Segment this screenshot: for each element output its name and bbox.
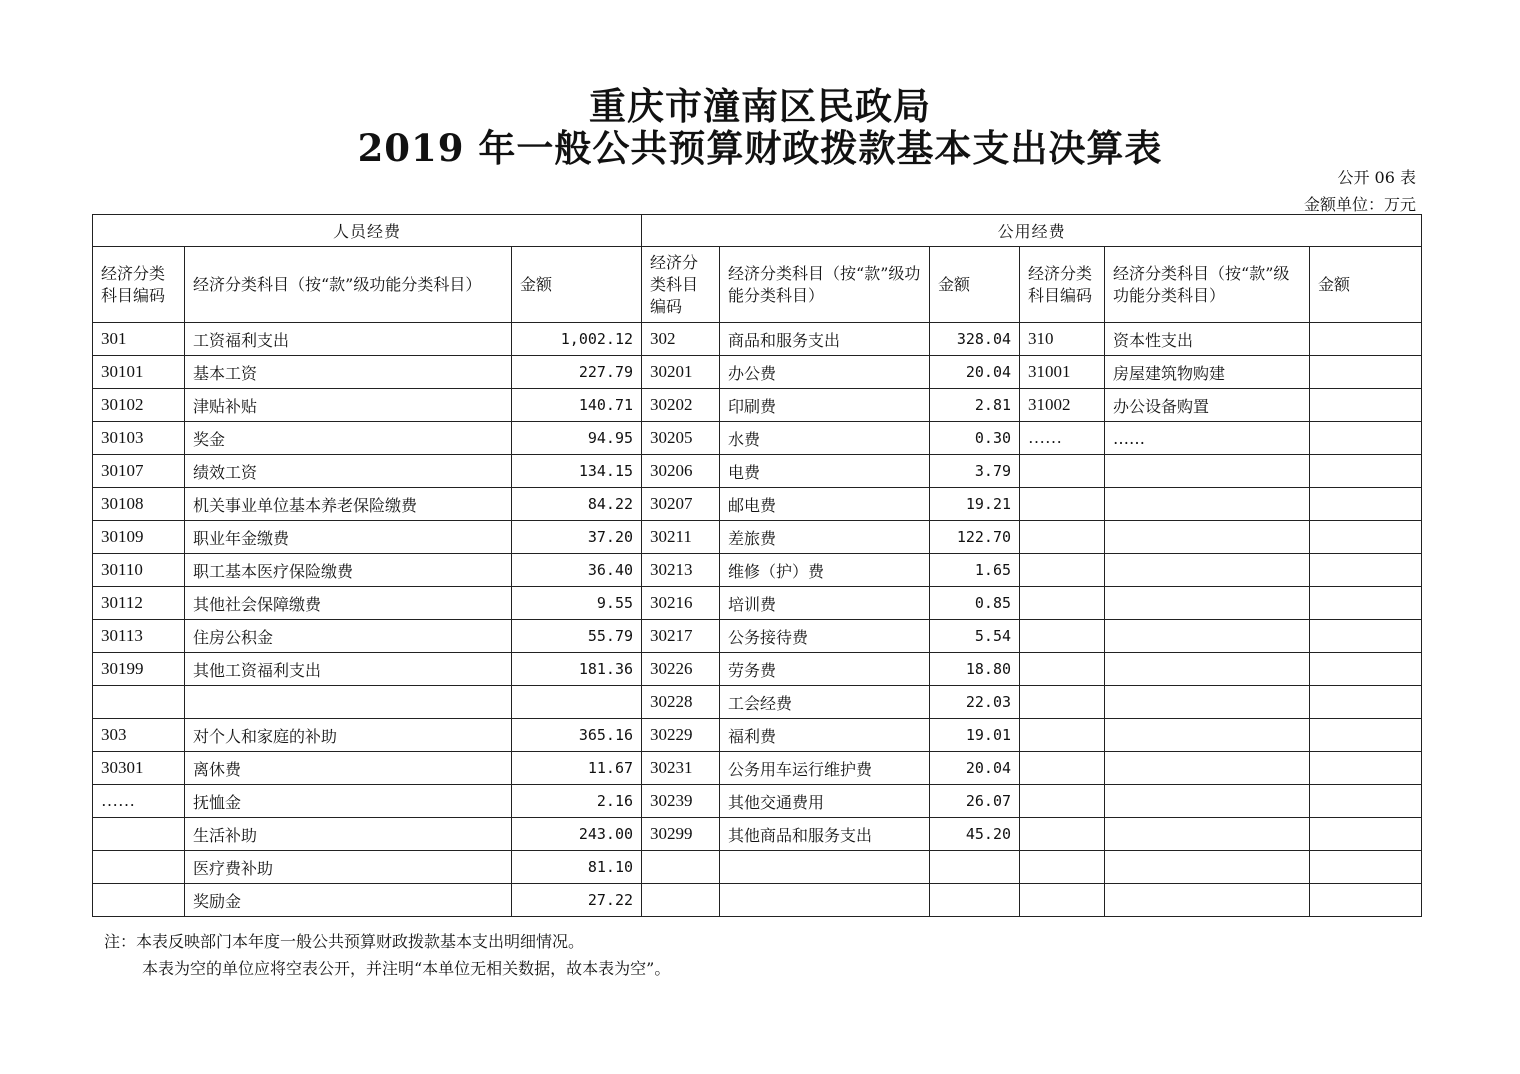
cell-name	[1105, 719, 1310, 752]
cell-code: ……	[1020, 422, 1105, 455]
table-row	[93, 521, 1422, 554]
group-header-public: 公用经费	[642, 215, 1422, 247]
table-row	[93, 422, 1422, 455]
cell-name: 绩效工资	[185, 455, 512, 488]
cell-amount	[1310, 653, 1422, 686]
cell-code	[1020, 554, 1105, 587]
table-row	[93, 554, 1422, 587]
cell-code: 30239	[642, 785, 720, 818]
cell-code: 30101	[93, 356, 185, 389]
cell-name: 机关事业单位基本养老保险缴费	[185, 488, 512, 521]
cell-code	[1020, 686, 1105, 719]
cell-amount	[1310, 389, 1422, 422]
cell-code	[1020, 884, 1105, 917]
cell-name: 生活补助	[185, 818, 512, 851]
header-code: 经济分类科目编码	[93, 247, 185, 323]
cell-code: 30205	[642, 422, 720, 455]
cell-name	[1105, 455, 1310, 488]
cell-amount	[1310, 884, 1422, 917]
cell-name: 办公费	[720, 356, 930, 389]
cell-amount	[1310, 455, 1422, 488]
cell-code: 30213	[642, 554, 720, 587]
cell-code: 30199	[93, 653, 185, 686]
cell-amount	[1310, 818, 1422, 851]
header-amount: 金额	[512, 247, 642, 323]
cell-amount	[930, 884, 1020, 917]
cell-name	[1105, 752, 1310, 785]
cell-amount	[1310, 752, 1422, 785]
header-code: 经济分类科目编码	[1020, 247, 1105, 323]
table-row	[93, 851, 1422, 884]
cell-amount: 134.15	[512, 455, 642, 488]
cell-amount: 22.03	[930, 686, 1020, 719]
cell-code: 31002	[1020, 389, 1105, 422]
cell-name: 奖励金	[185, 884, 512, 917]
cell-name: 对个人和家庭的补助	[185, 719, 512, 752]
cell-amount	[512, 686, 642, 719]
cell-name	[185, 686, 512, 719]
cell-amount: 81.10	[512, 851, 642, 884]
cell-amount: 94.95	[512, 422, 642, 455]
header-name: 经济分类科目（按“款”级功能分类科目）	[720, 247, 930, 323]
table-row	[93, 356, 1422, 389]
cell-name: 公务用车运行维护费	[720, 752, 930, 785]
table-row	[93, 323, 1422, 356]
cell-amount	[1310, 356, 1422, 389]
cell-amount	[1310, 488, 1422, 521]
cell-amount: 227.79	[512, 356, 642, 389]
table-row	[93, 719, 1422, 752]
cell-name	[720, 884, 930, 917]
header-amount: 金额	[930, 247, 1020, 323]
table-row	[93, 884, 1422, 917]
cell-code	[1020, 818, 1105, 851]
table-row	[93, 653, 1422, 686]
cell-code	[93, 884, 185, 917]
cell-code: 310	[1020, 323, 1105, 356]
group-header-personnel: 人员经费	[93, 215, 642, 247]
cell-name: 其他商品和服务支出	[720, 818, 930, 851]
cell-code	[1020, 653, 1105, 686]
cell-name	[1105, 587, 1310, 620]
cell-code: 30216	[642, 587, 720, 620]
cell-amount: 181.36	[512, 653, 642, 686]
cell-amount	[1310, 422, 1422, 455]
cell-code	[93, 818, 185, 851]
cell-amount	[1310, 719, 1422, 752]
cell-name	[1105, 884, 1310, 917]
cell-code: 30112	[93, 587, 185, 620]
cell-code: 30226	[642, 653, 720, 686]
cell-amount: 55.79	[512, 620, 642, 653]
cell-code: 30231	[642, 752, 720, 785]
cell-code: 30301	[93, 752, 185, 785]
cell-amount: 140.71	[512, 389, 642, 422]
cell-name: 办公设备购置	[1105, 389, 1310, 422]
cell-amount: 328.04	[930, 323, 1020, 356]
header-amount: 金额	[1310, 247, 1422, 323]
cell-name: 基本工资	[185, 356, 512, 389]
cell-code: 303	[93, 719, 185, 752]
footnote-2: 本表为空的单位应将空表公开，并注明“本单位无相关数据，故本表为空”。	[142, 959, 671, 978]
cell-code: 30206	[642, 455, 720, 488]
cell-code: 302	[642, 323, 720, 356]
cell-name	[720, 851, 930, 884]
cell-amount: 45.20	[930, 818, 1020, 851]
cell-name: 资本性支出	[1105, 323, 1310, 356]
cell-code: 30113	[93, 620, 185, 653]
cell-amount: 9.55	[512, 587, 642, 620]
cell-name: 工会经费	[720, 686, 930, 719]
table-row	[93, 686, 1422, 719]
cell-name: 其他交通费用	[720, 785, 930, 818]
table-row	[93, 488, 1422, 521]
cell-code	[1020, 521, 1105, 554]
cell-code	[1020, 455, 1105, 488]
cell-code	[1020, 752, 1105, 785]
table-row	[93, 455, 1422, 488]
cell-name: 津贴补贴	[185, 389, 512, 422]
cell-code: 30202	[642, 389, 720, 422]
cell-code: 30299	[642, 818, 720, 851]
cell-name: 房屋建筑物购建	[1105, 356, 1310, 389]
cell-code	[1020, 587, 1105, 620]
cell-code	[642, 884, 720, 917]
cell-code	[93, 851, 185, 884]
header-name: 经济分类科目（按“款”级功能分类科目）	[185, 247, 512, 323]
table-row	[93, 389, 1422, 422]
header-name: 经济分类科目（按“款”级功能分类科目）	[1105, 247, 1310, 323]
cell-code	[1020, 620, 1105, 653]
header-code: 经济分类科目编码	[642, 247, 720, 323]
cell-code: 30228	[642, 686, 720, 719]
cell-amount: 0.30	[930, 422, 1020, 455]
cell-name: 福利费	[720, 719, 930, 752]
cell-amount: 19.01	[930, 719, 1020, 752]
cell-name	[1105, 653, 1310, 686]
cell-code	[642, 851, 720, 884]
footnote-1: 注：本表反映部门本年度一般公共预算财政拨款基本支出明细情况。	[104, 932, 585, 951]
cell-amount: 1.65	[930, 554, 1020, 587]
cell-code: 301	[93, 323, 185, 356]
expenditure-table	[92, 214, 1422, 917]
cell-name: 抚恤金	[185, 785, 512, 818]
cell-code: 30217	[642, 620, 720, 653]
cell-amount: 2.16	[512, 785, 642, 818]
cell-name: 工资福利支出	[185, 323, 512, 356]
cell-code: 30103	[93, 422, 185, 455]
cell-amount: 20.04	[930, 752, 1020, 785]
cell-amount	[1310, 521, 1422, 554]
cell-amount	[1310, 851, 1422, 884]
cell-code: 30211	[642, 521, 720, 554]
cell-name: 印刷费	[720, 389, 930, 422]
cell-amount	[1310, 587, 1422, 620]
cell-name: 住房公积金	[185, 620, 512, 653]
cell-amount: 26.07	[930, 785, 1020, 818]
cell-code	[93, 686, 185, 719]
cell-amount	[1310, 620, 1422, 653]
cell-name: 劳务费	[720, 653, 930, 686]
cell-name	[1105, 554, 1310, 587]
cell-code: 31001	[1020, 356, 1105, 389]
cell-name: 邮电费	[720, 488, 930, 521]
cell-amount: 18.80	[930, 653, 1020, 686]
cell-code: 30207	[642, 488, 720, 521]
cell-code: 30108	[93, 488, 185, 521]
cell-code	[1020, 785, 1105, 818]
cell-amount: 3.79	[930, 455, 1020, 488]
table-row	[93, 752, 1422, 785]
cell-amount: 5.54	[930, 620, 1020, 653]
cell-name: 差旅费	[720, 521, 930, 554]
cell-amount: 11.67	[512, 752, 642, 785]
table-row	[93, 785, 1422, 818]
cell-name: 商品和服务支出	[720, 323, 930, 356]
cell-code: 30109	[93, 521, 185, 554]
cell-name	[1105, 785, 1310, 818]
cell-name: 公务接待费	[720, 620, 930, 653]
cell-name	[1105, 521, 1310, 554]
table-row	[93, 818, 1422, 851]
cell-amount	[1310, 554, 1422, 587]
cell-amount: 27.22	[512, 884, 642, 917]
cell-name: 奖金	[185, 422, 512, 455]
cell-amount: 0.85	[930, 587, 1020, 620]
cell-code	[1020, 719, 1105, 752]
cell-amount	[1310, 323, 1422, 356]
cell-name	[1105, 620, 1310, 653]
cell-name: 职工基本医疗保险缴费	[185, 554, 512, 587]
cell-code	[1020, 851, 1105, 884]
cell-name: 培训费	[720, 587, 930, 620]
cell-amount: 365.16	[512, 719, 642, 752]
cell-name: 职业年金缴费	[185, 521, 512, 554]
document-title: 重庆市潼南区民政局	[589, 84, 931, 128]
table-row	[93, 620, 1422, 653]
cell-name	[1105, 818, 1310, 851]
cell-name: 电费	[720, 455, 930, 488]
cell-name	[1105, 851, 1310, 884]
cell-amount	[1310, 686, 1422, 719]
amount-unit: 金额单位：万元	[1303, 195, 1416, 214]
cell-code	[1020, 488, 1105, 521]
cell-name: 离休费	[185, 752, 512, 785]
cell-name: 维修（护）费	[720, 554, 930, 587]
cell-code: 30201	[642, 356, 720, 389]
cell-code: 30110	[93, 554, 185, 587]
cell-name: ……	[1105, 422, 1310, 455]
cell-name	[1105, 488, 1310, 521]
cell-name	[1105, 686, 1310, 719]
cell-amount	[1310, 785, 1422, 818]
cell-amount	[930, 851, 1020, 884]
cell-name: 医疗费补助	[185, 851, 512, 884]
cell-code: 30102	[93, 389, 185, 422]
table-number: 公开 06 表	[1337, 168, 1416, 187]
cell-name: 水费	[720, 422, 930, 455]
cell-amount: 122.70	[930, 521, 1020, 554]
cell-name: 其他工资福利支出	[185, 653, 512, 686]
cell-amount: 36.40	[512, 554, 642, 587]
cell-code: 30107	[93, 455, 185, 488]
cell-amount: 243.00	[512, 818, 642, 851]
cell-code: ……	[93, 785, 185, 818]
cell-amount: 84.22	[512, 488, 642, 521]
cell-amount: 37.20	[512, 521, 642, 554]
cell-name: 其他社会保障缴费	[185, 587, 512, 620]
cell-code: 30229	[642, 719, 720, 752]
document-subtitle: 2019 年一般公共预算财政拨款基本支出决算表	[357, 126, 1163, 170]
table-row	[93, 587, 1422, 620]
cell-amount: 2.81	[930, 389, 1020, 422]
cell-amount: 19.21	[930, 488, 1020, 521]
cell-amount: 20.04	[930, 356, 1020, 389]
cell-amount: 1,002.12	[512, 323, 642, 356]
